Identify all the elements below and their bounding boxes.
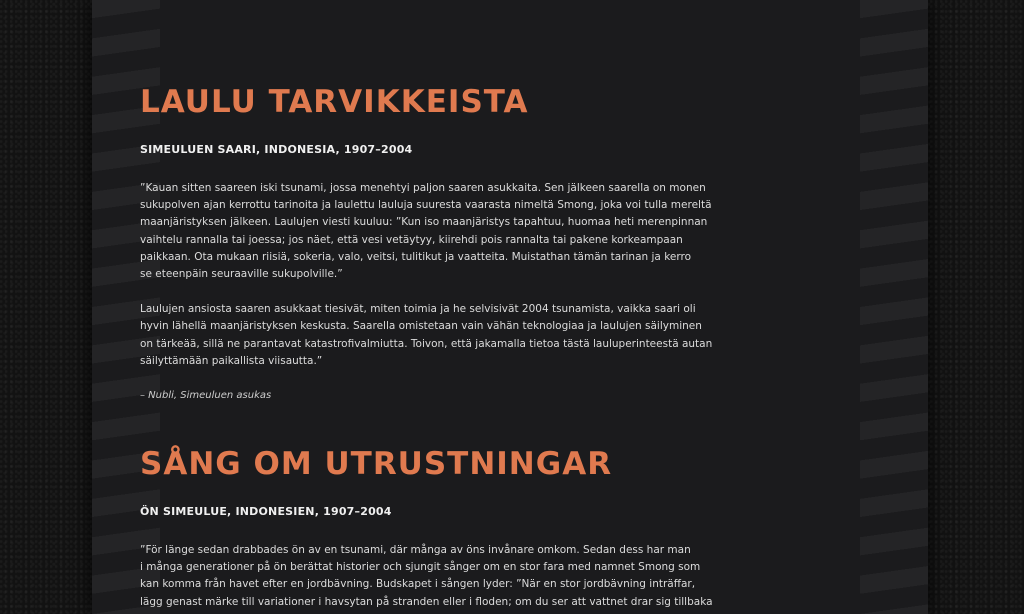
text-line: lägg genast märke till variationer i havsytan på stranden eller i floden; om du ser att vattnet drar sig tillbaka	[140, 595, 713, 608]
finnish-paragraph-2	[140, 301, 713, 370]
text-line: kan komma från havet efter en jordbävning. Budskapet i sången lyder: ”När en stor jordbävning inträffar,	[140, 578, 696, 591]
text-line: vaihtelu rannalla tai joessa; jos näet, että vesi vetäytyy, kiirehdi pois rannalta tai pakene korkeampaan	[140, 233, 683, 246]
text-line: i många generationer på ön berättat historier och sjungit sånger om en stor fara med namnet Smong som	[140, 561, 701, 574]
text-line: paikkaan. Ota mukaan riisiä, sokeria, valo, veitsi, tulitikut ja vaatteita. Muistathan tämän tarinan ja kerro	[140, 250, 692, 263]
text-line: Laulujen ansiosta saaren asukkaat tiesivät, miten toimia ja he selvisivät 2004 tsunamista, vaikka saari oli	[140, 303, 696, 316]
text-line: sukupolven ajan kerrottu tarinoita ja laulettu lauluja suuresta vaarasta nimeltä Smong, joka voi tulla mereltä	[140, 199, 712, 212]
swedish-heading: SÅNG OM UTRUSTNINGAR	[140, 446, 613, 483]
finnish-heading: LAULU TARVIKKEISTA	[140, 84, 529, 120]
text-line: se eteenpäin seuraaville sukupolville.”	[140, 268, 343, 281]
finnish-attribution: – Nubli, Simeuluen asukas	[140, 390, 272, 402]
text-line: hyvin lähellä maanjäristyksen keskusta. Saarella omistetaan vain vähän teknologiaa ja laulujen säilyminen	[140, 320, 702, 333]
text-line: säilyttämään paikallista viisautta.”	[140, 354, 323, 367]
swedish-paragraph-1	[140, 542, 713, 611]
finnish-paragraph-1	[140, 180, 712, 283]
text-line: on tärkeää, sillä ne parantavat katastrofivalmiutta. Toivon, että jakamalla tietoa tästä lauluperinteestä autan	[140, 337, 713, 350]
swedish-subheading: ÖN SIMEULUE, INDONESIEN, 1907–2004	[140, 505, 392, 519]
text-line: ”För länge sedan drabbades ön av en tsunami, där många av öns invånare omkom. Sedan dess har man	[140, 544, 691, 557]
panel-text	[140, 82, 713, 611]
right-stripe-decoration	[860, 0, 928, 614]
text-line: maanjäristyksen jälkeen. Laulujen viesti kuuluu: ”Kun iso maanjäristys tapahtuu, huomaa heti merenpinnan	[140, 216, 708, 229]
finnish-subheading: SIMEULUEN SAARI, INDONESIA, 1907–2004	[140, 143, 413, 156]
text-line: ”Kauan sitten saareen iski tsunami, jossa menehtyi paljon saaren asukkaita. Sen jälkeen saarella on monen	[140, 182, 706, 194]
